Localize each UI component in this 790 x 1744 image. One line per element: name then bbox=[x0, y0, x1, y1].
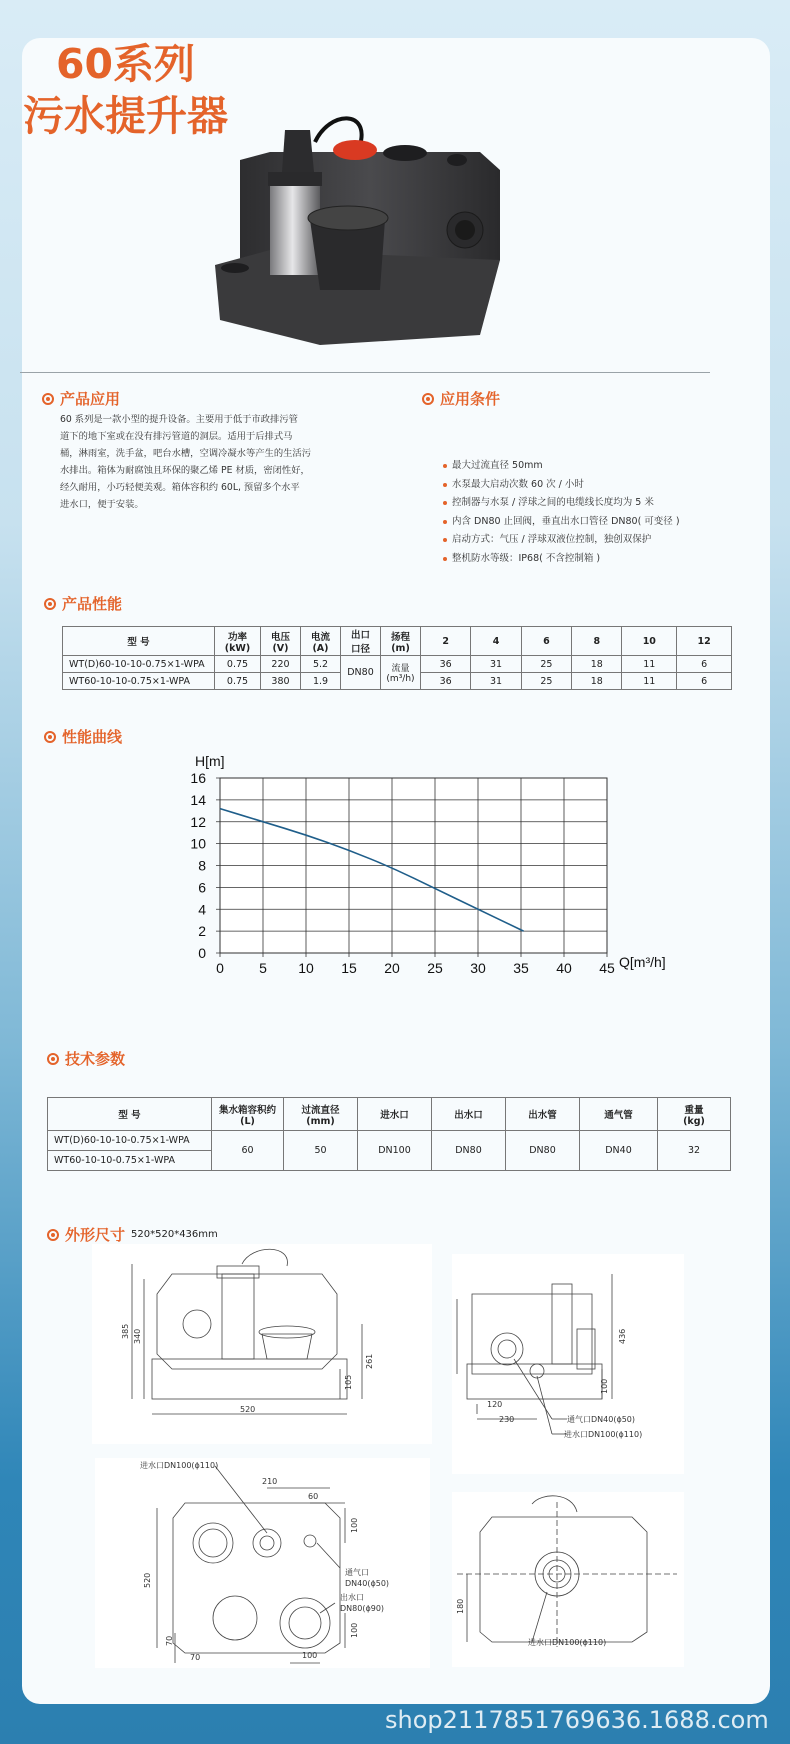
th-inlet: 进水口 bbox=[358, 1098, 432, 1131]
cell-current: 5.2 bbox=[301, 656, 341, 673]
outlet-size-label: DN80(ϕ90) bbox=[340, 1604, 385, 1613]
cell-head: 25 bbox=[521, 656, 571, 673]
th-model: 型 号 bbox=[48, 1098, 212, 1131]
cell-flow-label: 流量 (m³/h) bbox=[381, 656, 421, 690]
side-view-drawing bbox=[452, 1254, 684, 1474]
cell-head: 25 bbox=[521, 673, 571, 690]
conditions-heading-text: 应用条件 bbox=[440, 390, 501, 408]
ring-icon bbox=[42, 393, 54, 405]
dim-340: 340 bbox=[133, 1328, 142, 1344]
y-tick-label: 6 bbox=[198, 879, 206, 896]
dimensions-size: 520*520*436mm bbox=[131, 1229, 218, 1240]
cell-current: 1.9 bbox=[301, 673, 341, 690]
title-line-2: 污水提升器 bbox=[23, 92, 228, 140]
condition-item: 启动方式：气压 / 浮球双液位控制，独创双保护 bbox=[443, 531, 680, 550]
condition-item: 最大过流直径 50mm bbox=[443, 457, 680, 476]
conditions-heading bbox=[422, 388, 500, 409]
th-power: 功率 (kW) bbox=[215, 627, 261, 656]
table-row bbox=[63, 656, 732, 673]
y-tick-label: 8 bbox=[198, 857, 206, 874]
performance-table bbox=[62, 626, 732, 690]
performance-heading-text: 产品性能 bbox=[62, 595, 123, 613]
application-line: 60 系列是一款小型的提升设备。主要用于低于市政排污管 bbox=[60, 414, 298, 425]
application-line: 道下的地下室或在没有排污管道的洞层。适用于后排式马 bbox=[60, 431, 293, 442]
y-tick-label: 4 bbox=[198, 901, 206, 918]
y-tick-label: 14 bbox=[190, 791, 206, 808]
watermark: shop2117851769636.1688.com bbox=[385, 1706, 769, 1734]
th-head: 扬程 (m) bbox=[381, 627, 421, 656]
dim-100: 100 bbox=[350, 1517, 359, 1533]
cell-volume: 60 bbox=[212, 1131, 284, 1171]
x-tick-label: 30 bbox=[470, 960, 486, 976]
cell-head: 11 bbox=[622, 673, 677, 690]
front-view-drawing bbox=[92, 1244, 432, 1444]
th-outlet: 出口 口径 bbox=[341, 627, 381, 656]
ring-icon bbox=[44, 731, 56, 743]
x-tick-label: 35 bbox=[513, 960, 529, 976]
x-tick-label: 15 bbox=[341, 960, 357, 976]
th-volume: 集水箱容积约 (L) bbox=[212, 1098, 284, 1131]
curve-heading-text: 性能曲线 bbox=[62, 728, 123, 746]
cell-power: 0.75 bbox=[215, 656, 261, 673]
cell-head: 36 bbox=[421, 673, 471, 690]
cell-voltage: 380 bbox=[261, 673, 301, 690]
table-row bbox=[48, 1131, 731, 1151]
cell-outlet: DN80 bbox=[341, 656, 381, 690]
cell-head: 31 bbox=[471, 673, 521, 690]
dim-105: 105 bbox=[344, 1374, 353, 1390]
cell-model: WT(D)60-10-10-0.75×1-WPA bbox=[48, 1131, 212, 1151]
th-voltage: 电压 (V) bbox=[261, 627, 301, 656]
cell-weight: 32 bbox=[658, 1131, 731, 1171]
cell-head: 36 bbox=[421, 656, 471, 673]
performance-chart bbox=[170, 738, 690, 1028]
y-tick-label: 12 bbox=[190, 813, 206, 830]
x-tick-label: 25 bbox=[427, 960, 443, 976]
cell-head: 11 bbox=[622, 656, 677, 673]
cell-power: 0.75 bbox=[215, 673, 261, 690]
application-heading-text: 产品应用 bbox=[60, 390, 121, 408]
th-flow-10: 10 bbox=[622, 627, 677, 656]
inlet-label: 进水口DN100(ϕ110) bbox=[564, 1430, 643, 1439]
condition-item: 内含 DN80 止回阀，垂直出水口管径 DN80( 可变径 ) bbox=[443, 513, 680, 532]
title-line-1: 60系列 bbox=[55, 40, 196, 88]
th-outlet-pipe: 出水管 bbox=[506, 1098, 580, 1131]
cell-head: 31 bbox=[471, 656, 521, 673]
th-weight: 重量 (kg) bbox=[658, 1098, 731, 1131]
th-flow-4: 4 bbox=[471, 627, 521, 656]
ring-icon bbox=[44, 598, 56, 610]
vent-label: 通气口DN40(ϕ50) bbox=[567, 1415, 636, 1424]
th-outlet: 出水口 bbox=[432, 1098, 506, 1131]
dim-385: 385 bbox=[121, 1323, 130, 1339]
cell-diameter: 50 bbox=[284, 1131, 358, 1171]
th-diameter: 过流直径 (mm) bbox=[284, 1098, 358, 1131]
dim-520: 520 bbox=[143, 1572, 152, 1588]
top-view-drawing bbox=[95, 1458, 430, 1668]
application-heading bbox=[42, 388, 120, 409]
performance-heading bbox=[44, 593, 122, 614]
cell-outlet: DN80 bbox=[432, 1131, 506, 1171]
application-line: 进水口，便于安装。 bbox=[60, 499, 144, 510]
dim-180: 180 bbox=[456, 1598, 465, 1614]
cell-head: 18 bbox=[572, 673, 622, 690]
page-title bbox=[18, 38, 233, 142]
y-tick-label: 0 bbox=[198, 945, 206, 961]
dim-261: 261 bbox=[365, 1353, 374, 1369]
th-flow-6: 6 bbox=[521, 627, 571, 656]
inlet-label: 进水口DN100(ϕ110) bbox=[140, 1461, 219, 1470]
application-text bbox=[60, 411, 380, 513]
ring-icon bbox=[47, 1229, 59, 1241]
x-tick-label: 40 bbox=[556, 960, 572, 976]
x-axis-label: Q[m³/h] bbox=[619, 954, 666, 970]
inlet-label: 进水口DN100(ϕ110) bbox=[528, 1638, 607, 1647]
dim-230: 230 bbox=[499, 1415, 515, 1424]
outlet-label: 出水口 bbox=[340, 1593, 364, 1602]
dim-100c: 100 bbox=[302, 1651, 318, 1660]
dim-520: 520 bbox=[240, 1405, 256, 1414]
th-flow-8: 8 bbox=[572, 627, 622, 656]
dimensions-heading bbox=[47, 1224, 218, 1245]
x-tick-label: 20 bbox=[384, 960, 400, 976]
dim-100: 100 bbox=[600, 1378, 609, 1394]
tech-heading bbox=[47, 1048, 125, 1069]
cell-head: 18 bbox=[572, 656, 622, 673]
dim-100b: 100 bbox=[350, 1622, 359, 1638]
cell-outlet-pipe: DN80 bbox=[506, 1131, 580, 1171]
x-tick-label: 45 bbox=[599, 960, 615, 976]
dim-60: 60 bbox=[308, 1492, 319, 1501]
x-tick-label: 10 bbox=[298, 960, 314, 976]
vent-size-label: DN40(ϕ50) bbox=[345, 1579, 390, 1588]
condition-item: 控制器与水泵 / 浮球之间的电缆线长度均为 5 米 bbox=[443, 494, 680, 513]
cell-model: WT(D)60-10-10-0.75×1-WPA bbox=[63, 656, 215, 673]
application-line: 经久耐用，小巧轻便美观。箱体容积约 60L, 预留多个水平 bbox=[60, 482, 300, 493]
cell-head: 6 bbox=[677, 673, 732, 690]
x-tick-label: 5 bbox=[259, 960, 267, 976]
th-flow-2: 2 bbox=[421, 627, 471, 656]
x-tick-label: 0 bbox=[216, 960, 224, 976]
tech-table bbox=[47, 1097, 731, 1171]
cell-voltage: 220 bbox=[261, 656, 301, 673]
th-flow-12: 12 bbox=[677, 627, 732, 656]
th-vent: 通气管 bbox=[580, 1098, 658, 1131]
application-line: 水排出。箱体为耐腐蚀且环保的聚乙烯 PE 材质，密闭性好， bbox=[60, 465, 310, 476]
th-model: 型 号 bbox=[63, 627, 215, 656]
dim-436: 436 bbox=[618, 1328, 627, 1344]
section-divider bbox=[20, 372, 710, 373]
condition-item: 水泵最大启动次数 60 次 / 小时 bbox=[443, 476, 680, 495]
y-tick-label: 2 bbox=[198, 923, 206, 940]
application-line: 桶，淋雨室，洗手盆，吧台水槽，空调冷凝水等产生的生活污 bbox=[60, 448, 312, 459]
ring-icon bbox=[422, 393, 434, 405]
dimensions-heading-text: 外形尺寸 bbox=[65, 1226, 126, 1244]
cell-inlet: DN100 bbox=[358, 1131, 432, 1171]
cell-model: WT60-10-10-0.75×1-WPA bbox=[48, 1151, 212, 1171]
y-tick-label: 10 bbox=[190, 835, 206, 852]
cell-vent: DN40 bbox=[580, 1131, 658, 1171]
th-current: 电流 (A) bbox=[301, 627, 341, 656]
condition-item: 整机防水等级：IP68( 不含控制箱 ) bbox=[443, 550, 680, 569]
conditions-list bbox=[443, 457, 680, 568]
vent-label: 通气口 bbox=[345, 1568, 369, 1577]
dim-70a: 70 bbox=[165, 1635, 174, 1646]
dim-120: 120 bbox=[487, 1400, 503, 1409]
dim-70b: 70 bbox=[190, 1653, 201, 1662]
y-tick-label: 16 bbox=[190, 770, 206, 786]
y-axis-label: H[m] bbox=[195, 753, 225, 769]
dim-210: 210 bbox=[262, 1477, 278, 1486]
cell-head: 6 bbox=[677, 656, 732, 673]
cell-model: WT60-10-10-0.75×1-WPA bbox=[63, 673, 215, 690]
product-image bbox=[210, 100, 550, 390]
tech-heading-text: 技术参数 bbox=[65, 1050, 126, 1068]
ring-icon bbox=[47, 1053, 59, 1065]
back-view-drawing bbox=[452, 1492, 684, 1667]
curve-heading bbox=[44, 726, 122, 747]
